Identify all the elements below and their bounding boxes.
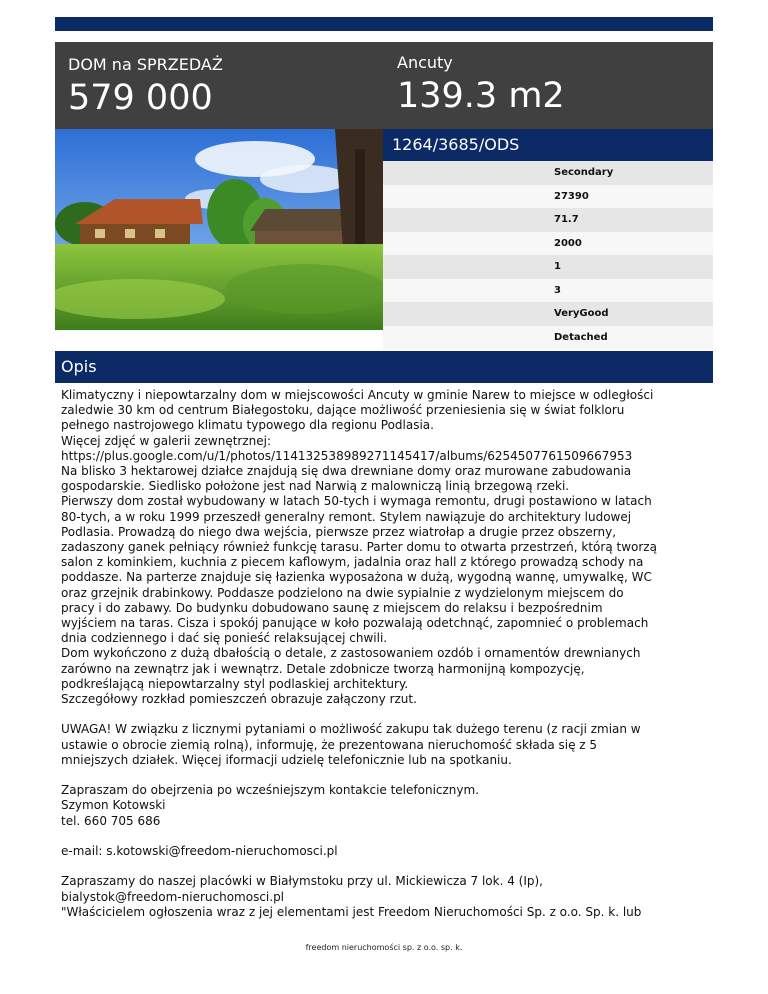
spec-floors: 1 xyxy=(383,255,713,279)
description xyxy=(61,388,709,935)
location-block xyxy=(397,54,565,116)
specs-table xyxy=(383,161,713,349)
description-paragraph: Zapraszam do obejrzenia po wcześniejszym kontakcie telefonicznym. Szymon Kotowski tel. 660 705 686 xyxy=(61,783,480,828)
spec-condition: VeryGood xyxy=(383,302,713,326)
spec-year: 2000 xyxy=(383,232,713,256)
top-accent-bar xyxy=(55,17,713,31)
page-footer: freedom nieruchomości sp. z o.o. sp. k. xyxy=(305,943,463,952)
description-paragraph: Klimatyczny i niepowtarzalny dom w miejscowości Ancuty w gminie Narew to miejsce w odległości zaledwie 30 km od centrum Białegostoku, dające możliwość przeniesienia się w świat folkloru pełnego nastrojowego klimatu typowego dla regionu Podlasia. Więcej zdjęć w galerii zewnętrznej: https://plus.google.com/u/1/photos/114132538989271145417/albums/6254507761509667953 Na blisko 3 hektarowej działce znajdują się dwa drewniane domy oraz murowane zabudowania gospodarskie. Siedlisko położone jest nad Narwią z malowniczą linią brzegową rzeki. Pierwszy dom został wybudowany w latach 50-tych i wymaga remontu, drugi postawiono w latach 80-tych, a w roku 1999 przeszedł generalny remont. Stylem nawiązuje do architektury ludowej Podlasia. Prowadzą do niego dwa wejścia, pierwsze przez wiatrołap a drugie przez obszerny, zadaszony ganek pełniący również funkcję tarasu. Parter domu to otwarta przestrzeń, którą tworzą salon z kominkiem, kuchnia z piecem kaflowym, jadalnia oraz hall z którego prowadzą schody na poddasze. Na parterze znajduje się łazienka wyposażona w dużą, wygodną wannę, umywalkę, WC oraz grzejnik drabinkowy. Poddasze podzielono na dwie sypialnie z wydzielonym miejscem do pracy i do zabawy. Do budynku dobudowano saunę z miejscem do relaksu i bezpośrednim wyjściem na taras. Cisza i spokój panujące w koło pozwalają odetchnąć, zapomnieć o problemach dnia codziennego i dać się ponieść relaksującej chwili. Dom wykończono z dużą dbałością o detale, z zastosowaniem ozdób i ornamentów drewnianych zarówno na zewnątrz jak i wewnątrz. Detale zdobnicze tworzą harmonijną kompozycję, podkreślającą niepowtarzalny styl podlaskiej architektury. Szczegółowy rozkład pomieszczeń obrazuje załączony rzut. xyxy=(61,388,657,707)
spec-market: Secondary xyxy=(383,161,713,185)
price: 579 000 xyxy=(68,78,213,118)
listing-header xyxy=(55,42,713,129)
location: Ancuty xyxy=(397,53,453,72)
spec-plot-area: 27390 xyxy=(383,185,713,209)
description-paragraph: e-mail: s.kotowski@freedom-nieruchomosci.pl xyxy=(61,844,338,859)
spec-building-type: Detached xyxy=(383,326,713,350)
description-heading: Opis xyxy=(55,351,713,383)
description-paragraph: UWAGA! W związku z licznymi pytaniami o możliwość zakupu tak dużego terenu (z racji zmian w ustawie o obrocie ziemią rolną), informuję, że prezentowana nieruchomość składa się z 5 mniejszych działek. Więcej iformacji udzielę telefonicznie lub na spotkaniu. xyxy=(61,722,641,767)
listing-type: DOM na SPRZEDAŻ xyxy=(68,55,223,74)
description-paragraph: Zapraszamy do naszej placówki w Białymstoku przy ul. Mickiewicza 7 lok. 4 (Ip), bialystok@freedom-nieruchomosci.pl "Właścicielem ogłoszenia wraz z jej elementami jest Freedom Nieruchomości Sp. z o.o. Sp. k. lub xyxy=(61,874,642,919)
spec-rooms: 3 xyxy=(383,279,713,303)
listing-id: 1264/3685/ODS xyxy=(383,129,713,161)
property-photo xyxy=(55,129,383,330)
price-block xyxy=(68,56,223,118)
area: 139.3 m2 xyxy=(397,76,565,116)
spec-living-area: 71.7 xyxy=(383,208,713,232)
